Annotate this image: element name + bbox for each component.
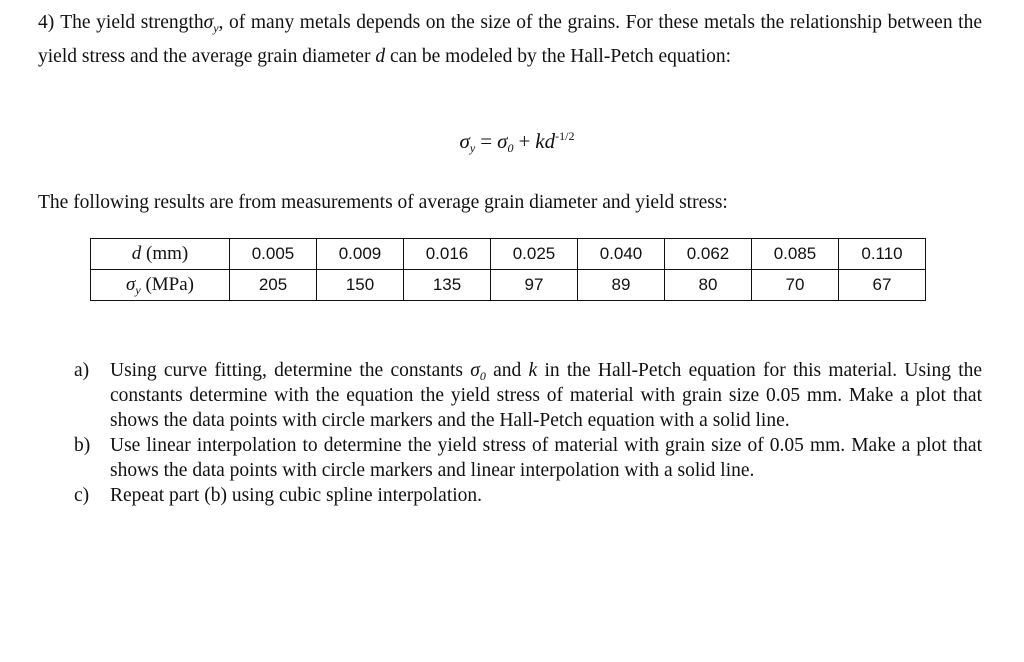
row-label-stress: $\sigma_y$ (MPa) xyxy=(91,270,230,301)
stress-cell: 150 xyxy=(317,270,404,301)
diameter-cell: 0.085 xyxy=(752,239,839,270)
intro-text-b: , of many metals depends on the size of the grains. For these metals the relationship between the yield stress and the average grain diameter xyxy=(38,12,982,67)
problem-number: 4) xyxy=(38,12,55,33)
diameter-cell: 0.005 xyxy=(230,239,317,270)
eq-plus: + xyxy=(518,129,531,153)
diameter-cell: 0.025 xyxy=(491,239,578,270)
k-variable: k xyxy=(528,360,538,381)
part-label: c ) xyxy=(74,483,89,508)
eq-sigma0: $\sigma_0$ xyxy=(497,129,514,155)
stress-cell: 135 xyxy=(404,270,491,301)
following-text: The following results are from measurements of average grain diameter and yield stress: xyxy=(38,192,728,213)
intro-text-a: The yield strength xyxy=(60,12,204,33)
data-table xyxy=(90,238,926,301)
sigma-0-symbol: $\sigma_0$ xyxy=(470,360,486,383)
stress-cell: 205 xyxy=(230,270,317,301)
sigma-y-symbol: $\sigma_y$ xyxy=(203,12,219,35)
stress-cell: 67 xyxy=(839,270,926,301)
stress-cell: 80 xyxy=(665,270,752,301)
table-row-diameter xyxy=(91,239,926,270)
diameter-cell: 0.016 xyxy=(404,239,491,270)
hall-petch-equation xyxy=(0,126,1024,156)
stress-cell: 97 xyxy=(491,270,578,301)
part-b: b ) Use linear interpolation to determine the yield stress of material with grain size of 0.05 mm. Make a plot that shows the data points with circle markers and linear interpolation with a solid line. xyxy=(74,433,982,483)
eq-term: kd xyxy=(535,129,556,153)
d-variable: d xyxy=(375,46,386,67)
diameter-cell: 0.009 xyxy=(317,239,404,270)
diameter-cell: 0.040 xyxy=(578,239,665,270)
part-c: c ) Repeat part (b) using cubic spline interpolation. xyxy=(74,483,982,508)
stress-cell: 89 xyxy=(578,270,665,301)
table-row-stress xyxy=(91,270,926,301)
diameter-cell: 0.110 xyxy=(839,239,926,270)
eq-lhs: $\sigma_y$ xyxy=(459,129,476,155)
part-label: b ) xyxy=(74,433,90,458)
part-label: a ) xyxy=(74,358,89,383)
intro-text-c: can be modeled by the Hall-Petch equation: xyxy=(389,46,732,67)
diameter-cell: 0.062 xyxy=(665,239,752,270)
eq-equals: = xyxy=(480,129,493,153)
part-a: a ) Using curve fitting, determine the constants $\sigma_0$ and k in the Hall-Petch equation for this material. Using the constants determine with the equation the yield stress of material with grain size 0.05 mm. Make a plot that shows the data points with circle markers and the Hall-Petch equation with a solid line. xyxy=(74,358,982,433)
problem-intro xyxy=(38,6,982,74)
eq-exponent: -1/2 xyxy=(555,129,575,143)
question-parts xyxy=(74,358,982,508)
stress-cell: 70 xyxy=(752,270,839,301)
row-label-diameter: d (mm) xyxy=(91,239,230,270)
